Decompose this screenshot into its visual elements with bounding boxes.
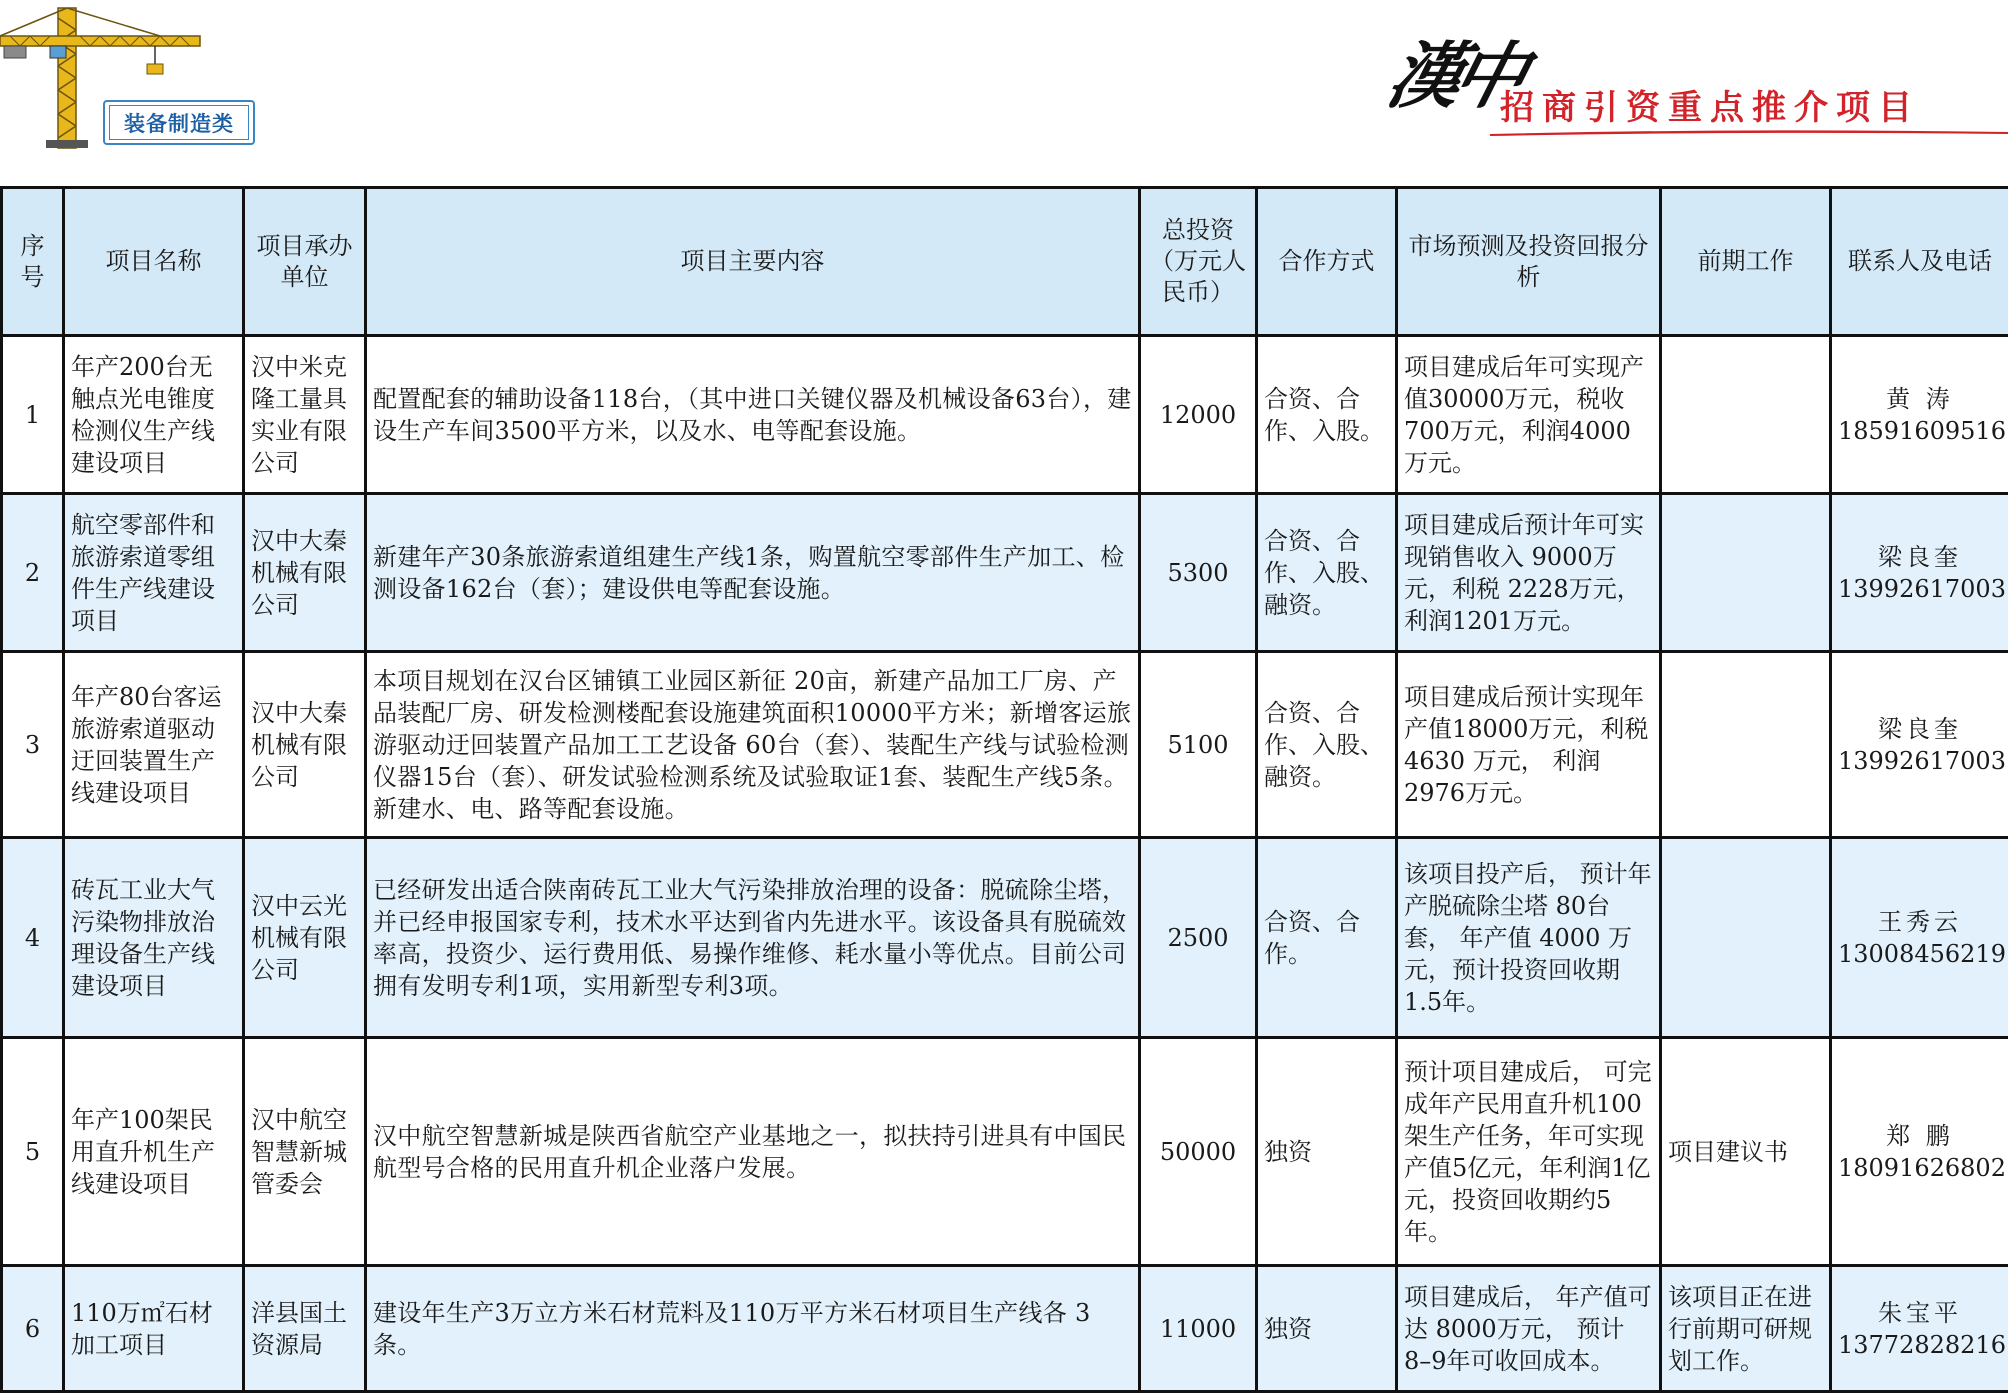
row-project-name: 110万㎡石材加工项目 — [64, 1266, 244, 1392]
row-coop: 合资、合作、入股、融资。 — [1257, 652, 1397, 838]
contact-phone: 13772828216 — [1838, 1331, 2006, 1359]
row-no: 6 — [2, 1266, 64, 1392]
row-investment: 2500 — [1140, 838, 1257, 1038]
row-no: 3 — [2, 652, 64, 838]
row-unit: 洋县国土资源局 — [244, 1266, 366, 1392]
table-header-row — [2, 188, 2008, 336]
row-coop: 独资 — [1257, 1266, 1397, 1392]
row-contact — [1831, 1038, 2008, 1266]
table-row — [2, 1266, 2008, 1392]
row-content: 本项目规划在汉台区铺镇工业园区新征 20亩，新建产品加工厂房、产品装配厂房、研发检测楼配套设施建筑面积10000平方米；新增客运旅游驱动迂回装置产品加工工艺设备 60台（套）、装配生产线与试验检测仪器15台（套）、研发试验检测系统及试验取证1套、装配生产线5条。新建水、电、路等配套设施。 — [366, 652, 1140, 838]
row-coop: 合资、合作、入股。 — [1257, 336, 1397, 494]
table-row — [2, 652, 2008, 838]
header-no: 序号 — [2, 188, 64, 336]
contact-phone: 18091626802 — [1838, 1154, 2006, 1182]
row-pre: 该项目正在进行前期可研规划工作。 — [1661, 1266, 1831, 1392]
row-content: 建设年生产3万立方米石材荒料及110万平方米石材项目生产线各 3 条。 — [366, 1266, 1140, 1392]
row-investment: 11000 — [1140, 1266, 1257, 1392]
row-project-name: 航空零部件和旅游索道零组件生产线建设项目 — [64, 494, 244, 652]
contact-phone: 13992617003 — [1838, 575, 2006, 603]
category-label: 装备制造类 — [109, 105, 249, 140]
row-coop: 独资 — [1257, 1038, 1397, 1266]
row-coop: 合资、合作。 — [1257, 838, 1397, 1038]
header-name: 项目名称 — [64, 188, 244, 336]
row-investment: 12000 — [1140, 336, 1257, 494]
contact-name: 黄 涛 — [1838, 383, 2002, 415]
row-pre — [1661, 652, 1831, 838]
row-market: 项目建成后预计实现年产值18000万元，利税 4630 万元， 利润2976万元。 — [1397, 652, 1661, 838]
header-unit: 项目承办单位 — [244, 188, 366, 336]
row-market: 项目建成后年可实现产值30000万元，税收700万元，利润4000万元。 — [1397, 336, 1661, 494]
contact-name: 朱宝平 — [1838, 1297, 2002, 1329]
title-underline — [1490, 128, 2008, 136]
contact-name: 郑 鹏 — [1838, 1120, 2002, 1152]
header-coop: 合作方式 — [1257, 188, 1397, 336]
row-coop: 合资、合作、入股、融资。 — [1257, 494, 1397, 652]
row-pre — [1661, 494, 1831, 652]
row-pre — [1661, 336, 1831, 494]
row-unit: 汉中航空智慧新城管委会 — [244, 1038, 366, 1266]
row-investment: 50000 — [1140, 1038, 1257, 1266]
table-row — [2, 494, 2008, 652]
row-market: 项目建成后， 年产值可达 8000万元， 预计 8–9年可收回成本。 — [1397, 1266, 1661, 1392]
header-market: 市场预测及投资回报分析 — [1397, 188, 1661, 336]
header-pre: 前期工作 — [1661, 188, 1831, 336]
row-contact — [1831, 652, 2008, 838]
row-investment: 5100 — [1140, 652, 1257, 838]
contact-phone: 13008456219 — [1838, 940, 2006, 968]
contact-name: 梁良奎 — [1838, 541, 2002, 573]
header-investment: 总投资（万元人民币） — [1140, 188, 1257, 336]
row-content: 新建年产30条旅游索道组建生产线1条，购置航空零部件生产加工、检测设备162台（套）；建设供电等配套设施。 — [366, 494, 1140, 652]
header-contact: 联系人及电话 — [1831, 188, 2008, 336]
row-contact — [1831, 336, 2008, 494]
header-content: 项目主要内容 — [366, 188, 1140, 336]
brand-calligraphy: 漢中 — [1381, 40, 1527, 112]
projects-table-wrapper — [0, 186, 2008, 1390]
page-title: 招商引资重点推介项目 — [1500, 80, 1920, 129]
row-contact — [1831, 494, 2008, 652]
contact-phone: 13992617003 — [1838, 747, 2006, 775]
row-no: 4 — [2, 838, 64, 1038]
row-unit: 汉中大秦机械有限公司 — [244, 652, 366, 838]
row-pre — [1661, 838, 1831, 1038]
row-no: 2 — [2, 494, 64, 652]
table-row — [2, 838, 2008, 1038]
row-no: 5 — [2, 1038, 64, 1266]
table-row — [2, 336, 2008, 494]
contact-name: 王秀云 — [1838, 906, 2002, 938]
category-badge — [103, 100, 255, 145]
row-contact — [1831, 838, 2008, 1038]
row-content: 已经研发出适合陕南砖瓦工业大气污染排放治理的设备：脱硫除尘塔，并已经申报国家专利，技术水平达到省内先进水平。该设备具有脱硫效率高，投资少、运行费用低、易操作维修、耗水量小等优点。目前公司拥有发明专利1项，实用新型专利3项。 — [366, 838, 1140, 1038]
row-unit: 汉中米克隆工量具实业有限公司 — [244, 336, 366, 494]
row-unit: 汉中云光机械有限公司 — [244, 838, 366, 1038]
row-pre: 项目建议书 — [1661, 1038, 1831, 1266]
row-market: 项目建成后预计年可实现销售收入 9000万元，利税 2228万元，利润1201万元。 — [1397, 494, 1661, 652]
row-project-name: 年产100架民用直升机生产线建设项目 — [64, 1038, 244, 1266]
row-project-name: 砖瓦工业大气污染物排放治理设备生产线建设项目 — [64, 838, 244, 1038]
row-project-name: 年产80台客运旅游索道驱动迂回装置生产线建设项目 — [64, 652, 244, 838]
row-investment: 5300 — [1140, 494, 1257, 652]
row-market: 预计项目建成后， 可完成年产民用直升机100架生产任务，年可实现产值5亿元，年利润1亿元，投资回收期约5年。 — [1397, 1038, 1661, 1266]
row-unit: 汉中大秦机械有限公司 — [244, 494, 366, 652]
row-project-name: 年产200台无触点光电锥度检测仪生产线建设项目 — [64, 336, 244, 494]
contact-phone: 18591609516 — [1838, 417, 2006, 445]
row-contact — [1831, 1266, 2008, 1392]
row-market: 该项目投产后， 预计年产脱硫除尘塔 80台套， 年产值 4000 万元，预计投资回收期1.5年。 — [1397, 838, 1661, 1038]
row-no: 1 — [2, 336, 64, 494]
brand-header — [1390, 40, 2008, 150]
row-content: 配置配套的辅助设备118台，（其中进口关键仪器及机械设备63台），建设生产车间3500平方米，以及水、电等配套设施。 — [366, 336, 1140, 494]
contact-name: 梁良奎 — [1838, 713, 2002, 745]
row-content: 汉中航空智慧新城是陕西省航空产业基地之一，拟扶持引进具有中国民航型号合格的民用直升机企业落户发展。 — [366, 1038, 1140, 1266]
table-row — [2, 1038, 2008, 1266]
projects-table — [0, 186, 2008, 1393]
